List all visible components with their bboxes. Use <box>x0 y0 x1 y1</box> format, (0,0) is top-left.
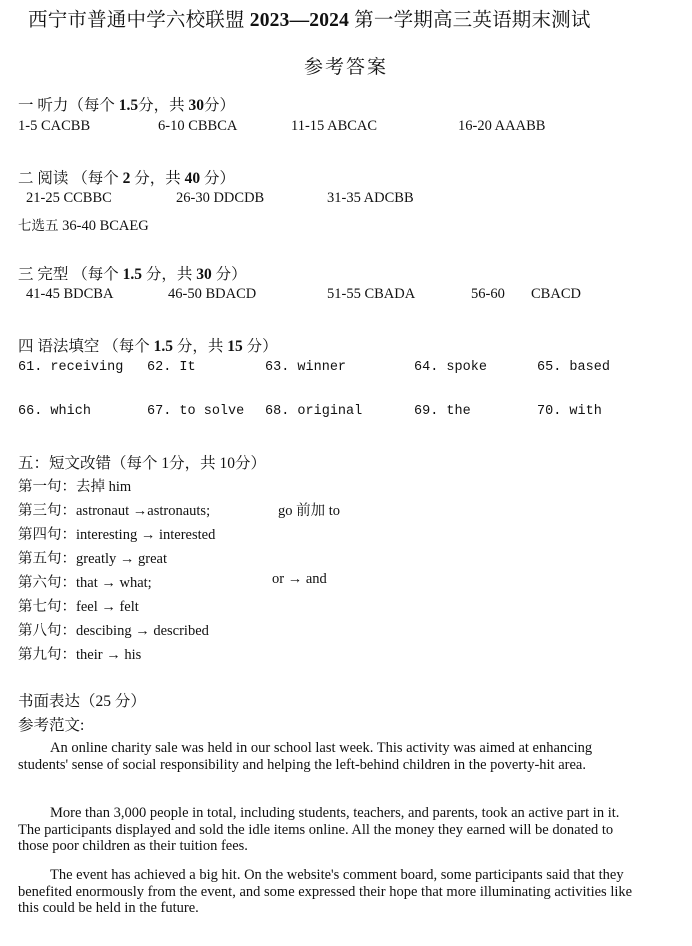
grammar-item: 63. winner <box>265 360 347 375</box>
grammar-item: 69. the <box>414 404 471 419</box>
sample-paragraph: More than 3,000 people in total, including students, teachers, and parents, took an active part in it. The participants displayed and sold the idle items online. All the money they earned will be donated to those poor children as their tuition fees. <box>18 805 620 854</box>
grammar-item: 66. which <box>18 404 91 419</box>
grammar-item: 61. receiving <box>18 360 124 375</box>
grammar-heading: 四 语法填空 （每个 1.5 分，共 15 分） <box>18 338 278 355</box>
listening-answer: 11-15 ABCAC <box>291 118 378 134</box>
cloze-answer: CBACD <box>531 286 581 302</box>
sample-paragraph: An online charity sale was held in our school last week. This activity was aimed at enhancing students' sense of social responsibility and helping the left-behind children in the poverty-hit area. <box>18 740 593 773</box>
listening-heading: 一 听力（每个 1.5分，共 30分） <box>18 97 236 114</box>
cloze-answer: 41-45 BDCBA <box>26 286 114 302</box>
cloze-answer: 56-60 <box>471 286 505 302</box>
correction-line: 第九句：their → his <box>18 647 142 663</box>
grammar-item: 70. with <box>537 404 602 419</box>
grammar-item: 67. to solve <box>147 404 245 419</box>
correction-line: 第一句：去掉 him <box>18 479 132 495</box>
listening-answer: 16-20 AAABB <box>458 118 546 134</box>
correction-extra: or → and <box>272 571 327 587</box>
sample-label: 参考范文: <box>18 717 85 734</box>
page-subtitle: 参考答案 <box>303 57 388 78</box>
seven-choose-five: 七选五 36-40 BCAEG <box>18 218 149 234</box>
exam-title: 西宁市普通中学六校联盟 2023—2024 第一学期高三英语期末测试 <box>28 10 591 31</box>
correction-line: 第六句：that → what; <box>18 575 152 591</box>
grammar-item: 65. based <box>537 360 610 375</box>
sample-paragraph: The event has achieved a big hit. On the website's comment board, some participants said that they benefited enormously from the event, and some expressed their hope that more illuminating activities like this could be held in the future. <box>18 867 633 916</box>
correction-line: 第五句：greatly → great <box>18 551 167 567</box>
correction-line: 第三句：astronaut →astronauts; <box>18 503 211 519</box>
reading-answer: 26-30 DDCDB <box>176 190 265 206</box>
correction-line: 第八句：descibing → described <box>18 623 209 639</box>
reading-answer: 31-35 ADCBB <box>327 190 414 206</box>
grammar-item: 68. original <box>265 404 363 419</box>
grammar-item: 64. spoke <box>414 360 487 375</box>
cloze-heading: 三 完型 （每个 1.5 分，共 30 分） <box>18 266 247 283</box>
cloze-answer: 46-50 BDACD <box>168 286 257 302</box>
grammar-item: 62. It <box>147 360 196 375</box>
cloze-answer: 51-55 CBADA <box>327 286 416 302</box>
correction-line: 第七句：feel → felt <box>18 599 139 615</box>
correction-line: 第四句：interesting → interested <box>18 527 216 543</box>
listening-answer: 1-5 CACBB <box>18 118 91 134</box>
listening-answer: 6-10 CBBCA <box>158 118 238 134</box>
correction-heading: 五：短文改错（每个 1分，共 10分） <box>18 455 267 472</box>
correction-extra: go 前加 to <box>278 503 341 519</box>
writing-heading: 书面表达（25 分） <box>18 693 146 710</box>
reading-answer: 21-25 CCBBC <box>26 190 112 206</box>
reading-heading: 二 阅读 （每个 2 分，共 40 分） <box>18 170 236 187</box>
